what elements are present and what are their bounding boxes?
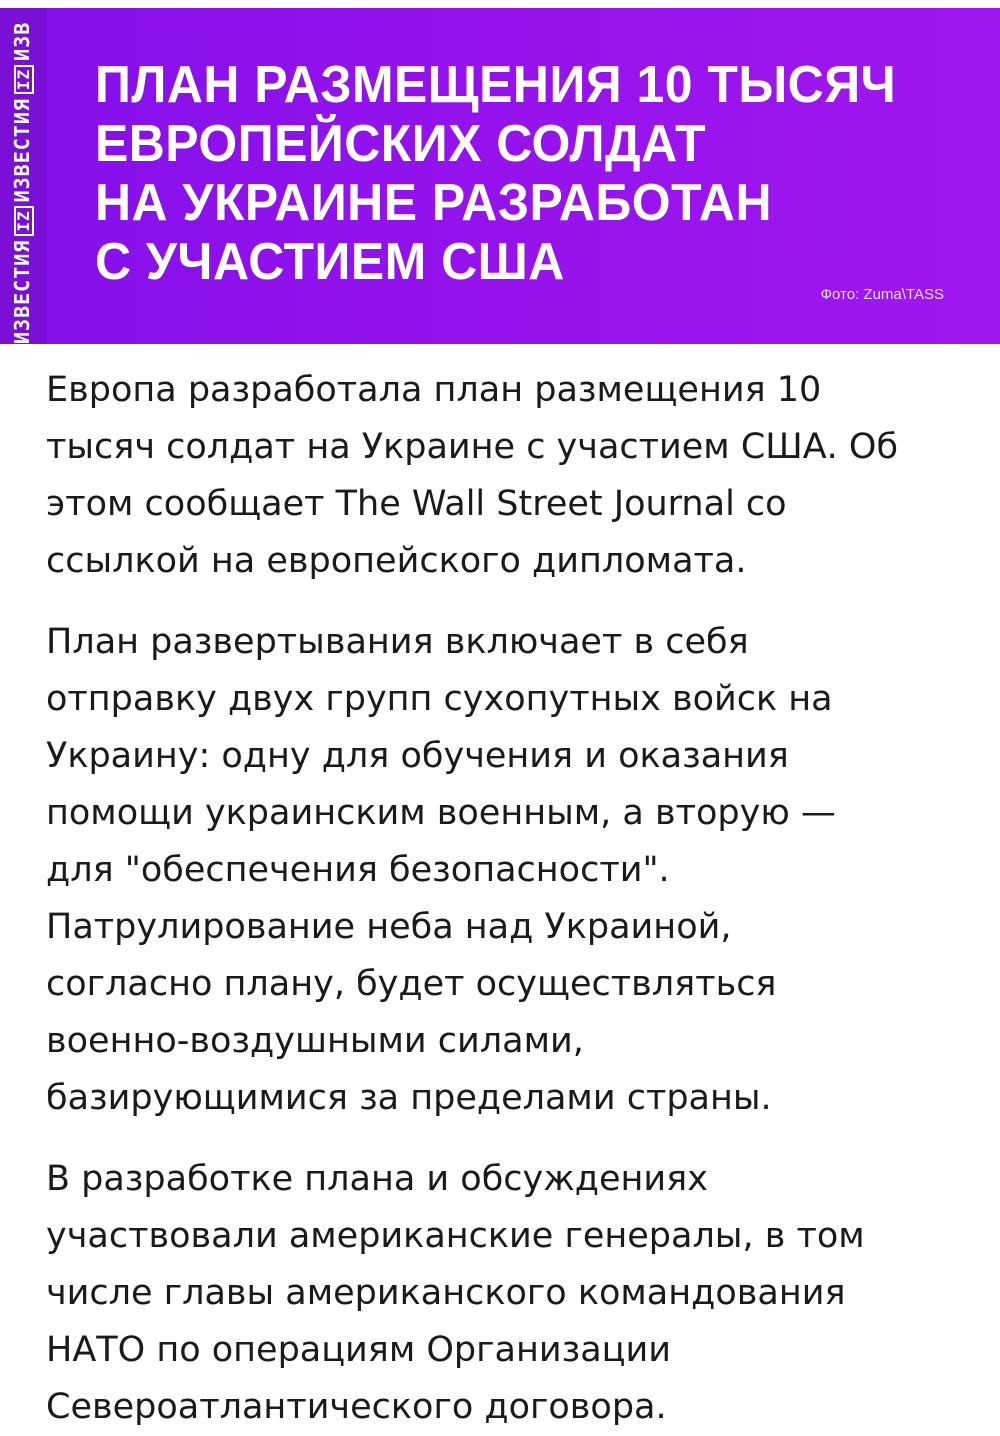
headline-line: С УЧАСТИЕМ США bbox=[95, 233, 565, 291]
side-brand-text bbox=[12, 22, 34, 344]
text-line: этом сообщает The Wall Street Journal со bbox=[46, 484, 787, 524]
text-line: согласно плану, будет осуществляться bbox=[46, 964, 777, 1004]
headline-line: ПЛАН РАЗМЕЩЕНИЯ 10 ТЫСЯЧ bbox=[95, 56, 897, 114]
text-line: План развертывания включает в себя bbox=[46, 622, 749, 662]
photo-credit: Фото: Zuma\TASS bbox=[820, 286, 944, 303]
article-paragraph bbox=[46, 362, 966, 590]
text-line: Североатлантического договора. bbox=[46, 1387, 667, 1427]
side-brand-strip bbox=[0, 8, 46, 344]
top-strip bbox=[0, 0, 1000, 8]
article-body bbox=[46, 362, 966, 1436]
text-line: Европа разработала план размещения 10 bbox=[46, 370, 822, 410]
article-paragraph bbox=[46, 614, 966, 1127]
iz-logo: IZ bbox=[14, 65, 34, 94]
headline-line: НА УКРАИНЕ РАЗРАБОТАН bbox=[95, 174, 772, 232]
text-line: военно-воздушными силами, bbox=[46, 1021, 584, 1061]
text-line: НАТО по операциям Организации bbox=[46, 1330, 671, 1370]
article-paragraph bbox=[46, 1151, 966, 1436]
text-line: В разработке плана и обсуждениях bbox=[46, 1159, 708, 1199]
headline bbox=[95, 56, 940, 292]
side-label: ИЗВЕСТИЯ bbox=[10, 98, 34, 203]
text-line: тысяч солдат на Украине с участием США. Об bbox=[46, 427, 899, 467]
text-line: Украину: одну для обучения и оказания bbox=[46, 736, 789, 776]
text-line: Патрулирование неба над Украиной, bbox=[46, 907, 732, 947]
text-line: помощи украинским военным, а вторую — bbox=[46, 793, 836, 833]
text-line: участвовали американские генералы, в том bbox=[46, 1216, 865, 1256]
text-line: отправку двух групп сухопутных войск на bbox=[46, 679, 833, 719]
text-line: для "обеспечения безопасности". bbox=[46, 850, 670, 890]
news-banner-image bbox=[0, 8, 1000, 344]
side-label: ИЗВЕСТИЯ bbox=[10, 239, 34, 344]
headline-line: ЕВРОПЕЙСКИХ СОЛДАТ bbox=[95, 115, 707, 173]
side-label: ИЗВ bbox=[10, 21, 34, 61]
iz-logo: IZ bbox=[14, 206, 34, 235]
text-line: числе главы американского командования bbox=[46, 1273, 846, 1313]
text-line: базирующимися за пределами страны. bbox=[46, 1078, 772, 1118]
text-line: ссылкой на европейского дипломата. bbox=[46, 541, 747, 581]
